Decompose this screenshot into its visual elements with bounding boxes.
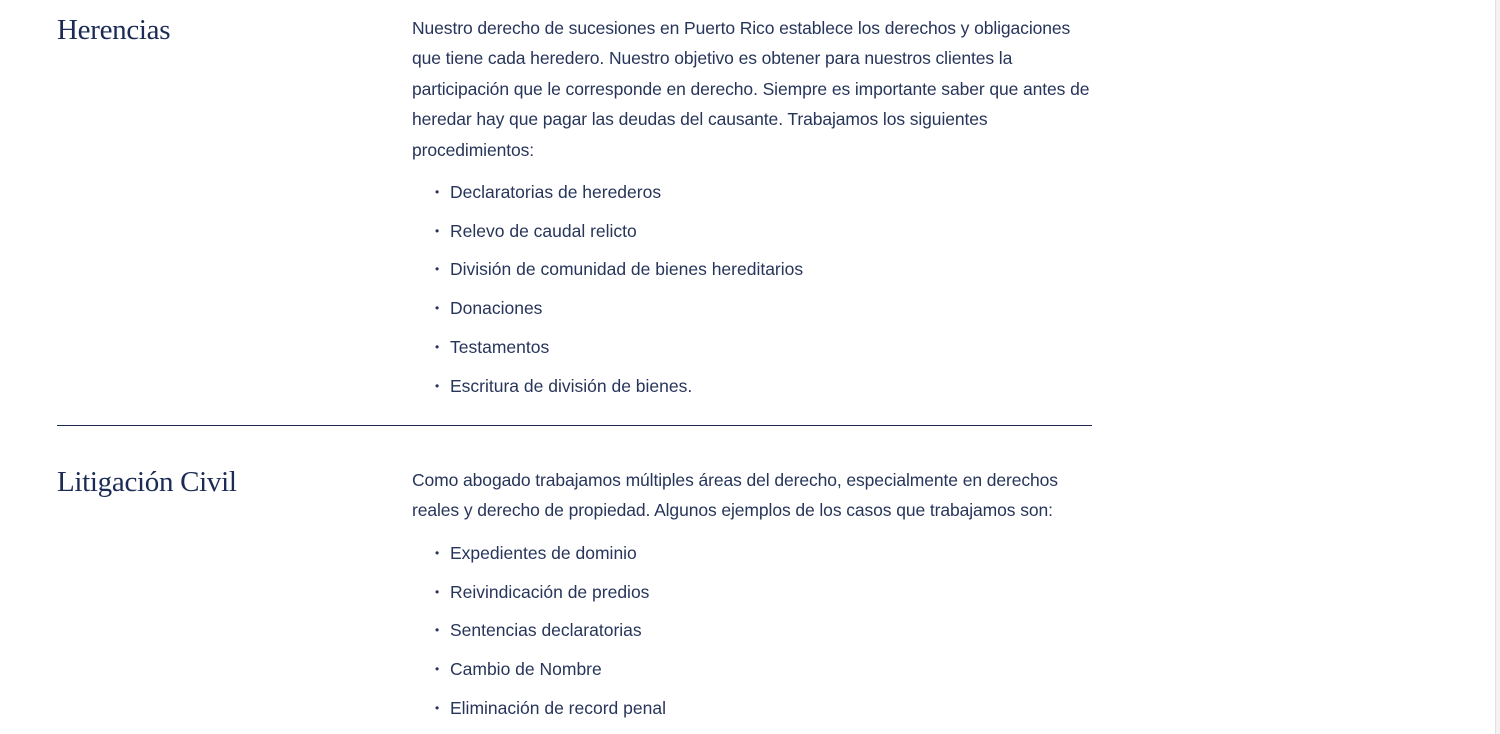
bullet-icon: •	[435, 378, 440, 393]
list-item	[412, 611, 1097, 650]
list-item	[412, 250, 1097, 289]
list-item	[412, 212, 1097, 251]
list-item	[412, 328, 1097, 367]
list-item	[412, 650, 1097, 689]
list-item-label: Escritura de división de bienes.	[450, 375, 693, 396]
list-item-label: Eliminación de record penal	[450, 697, 666, 718]
procedures-list-herencias	[412, 173, 1097, 405]
section-body-herencias	[412, 13, 1097, 405]
list-item-label: Testamentos	[450, 336, 550, 357]
list-item-label: Sentencias declaratorias	[450, 620, 642, 641]
section-body-litigacion-civil	[412, 465, 1097, 727]
list-item-label: Expedientes de dominio	[450, 542, 637, 563]
list-item	[412, 289, 1097, 328]
bullet-icon: •	[435, 339, 440, 354]
list-item	[412, 534, 1097, 573]
list-item-label: Relevo de caudal relicto	[450, 220, 637, 241]
list-item-label: Declaratorias de herederos	[450, 182, 662, 203]
list-item	[412, 367, 1097, 406]
bullet-icon: •	[435, 301, 440, 316]
bullet-icon: •	[435, 623, 440, 638]
section-divider	[57, 425, 1092, 426]
section-title-litigacion-civil: Litigación Civil	[57, 466, 237, 498]
bullet-icon: •	[435, 661, 440, 676]
cases-list-litigacion-civil	[412, 534, 1097, 728]
page-scrollbar[interactable]	[1495, 0, 1500, 734]
bullet-icon: •	[435, 545, 440, 560]
list-item	[412, 689, 1097, 728]
bullet-icon: •	[435, 700, 440, 715]
list-item	[412, 173, 1097, 212]
bullet-icon: •	[435, 223, 440, 238]
section-title-herencias: Herencias	[57, 14, 171, 46]
bullet-icon: •	[435, 185, 440, 200]
list-item-label: Donaciones	[450, 298, 543, 319]
intro-paragraph-herencias: Nuestro derecho de sucesiones en Puerto Rico establece los derechos y obligaciones que tiene cada heredero. Nuestro objetivo es obtener para nuestros clientes la participación que le corresponde en derecho. Siempre es importante saber que antes de heredar hay que pagar las deudas del causante. Trabajamos los siguientes procedimientos:	[412, 18, 1090, 160]
list-item-label: Cambio de Nombre	[450, 658, 602, 679]
list-item	[412, 573, 1097, 612]
list-item-label: División de comunidad de bienes hereditarios	[450, 259, 804, 280]
list-item-label: Reivindicación de predios	[450, 581, 650, 602]
bullet-icon: •	[435, 262, 440, 277]
bullet-icon: •	[435, 584, 440, 599]
intro-paragraph-litigacion-civil: Como abogado trabajamos múltiples áreas del derecho, especialmente en derechos reales y derecho de propiedad. Algunos ejemplos de los casos que trabajamos son:	[412, 470, 1058, 521]
